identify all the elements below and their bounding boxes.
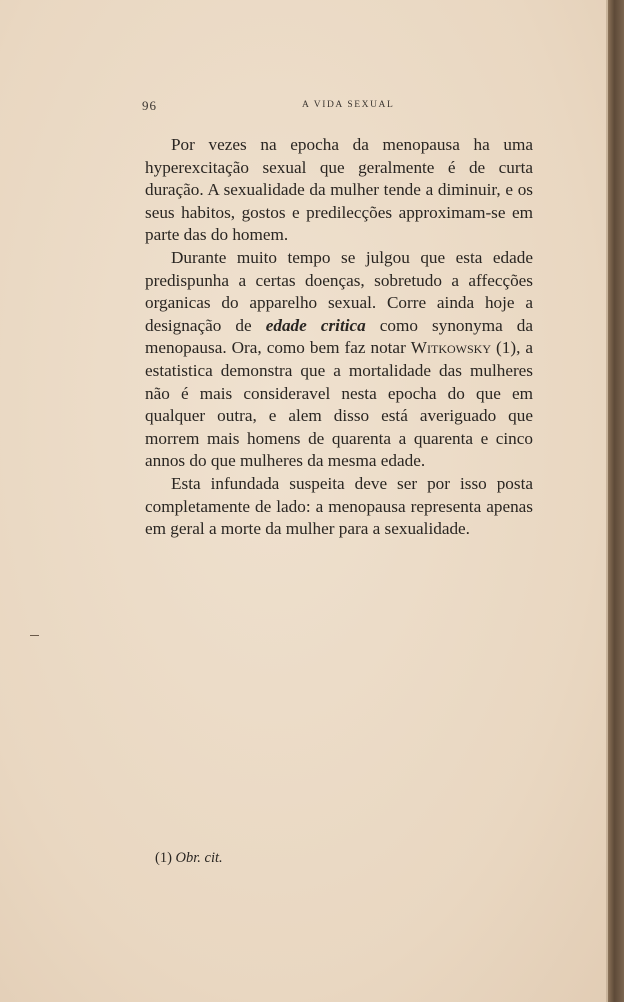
paragraph-3: Esta infundada suspeita deve ser por isso posta completamente de lado: a menopausa representa apenas em geral a morte da mulher para a sexualidade. xyxy=(145,473,533,539)
page-header xyxy=(0,98,608,114)
paragraph-2 xyxy=(145,247,533,473)
paragraph-1: Por vezes na epocha da menopausa ha uma hyperexcitação sexual que geralmente é de curta duração. A sexualidade da mulher tende a diminuir, e os seus habitos, gostos e predilecções approximam-se em parte das do homem. xyxy=(145,135,533,245)
footnote-marker: (1) xyxy=(155,850,172,866)
emphasis-term: edade critica xyxy=(265,315,366,335)
paragraph-2-text-a: Durante muito tempo se julgou que esta edade predispunha a certas doenças, sobretudo a affecções organicas do apparelho sexual. Corre ainda hoje a designação de xyxy=(145,247,533,335)
margin-mark xyxy=(30,635,39,636)
book-spine-edge xyxy=(608,0,624,1002)
footnote-reference: Obr. cit. xyxy=(175,850,223,866)
paragraph-2-text-b: como synonyma da menopausa. Ora, como bem faz notar xyxy=(145,315,534,358)
page-number: 96 xyxy=(142,98,157,113)
footnote xyxy=(155,850,223,867)
author-name: Witkowsky xyxy=(410,338,492,358)
body-text xyxy=(145,134,533,541)
paragraph-2-text-c: (1), a estatistica demonstra que a mortalidade das mulheres não é mais consideravel nesta epocha do que em qualquer outra, e alem disso está averiguado que morrem mais homens de quarenta a quarenta e cinco annos do que mulheres da mesma edade. xyxy=(145,338,533,471)
running-title: A VIDA SEXUAL xyxy=(302,100,395,110)
